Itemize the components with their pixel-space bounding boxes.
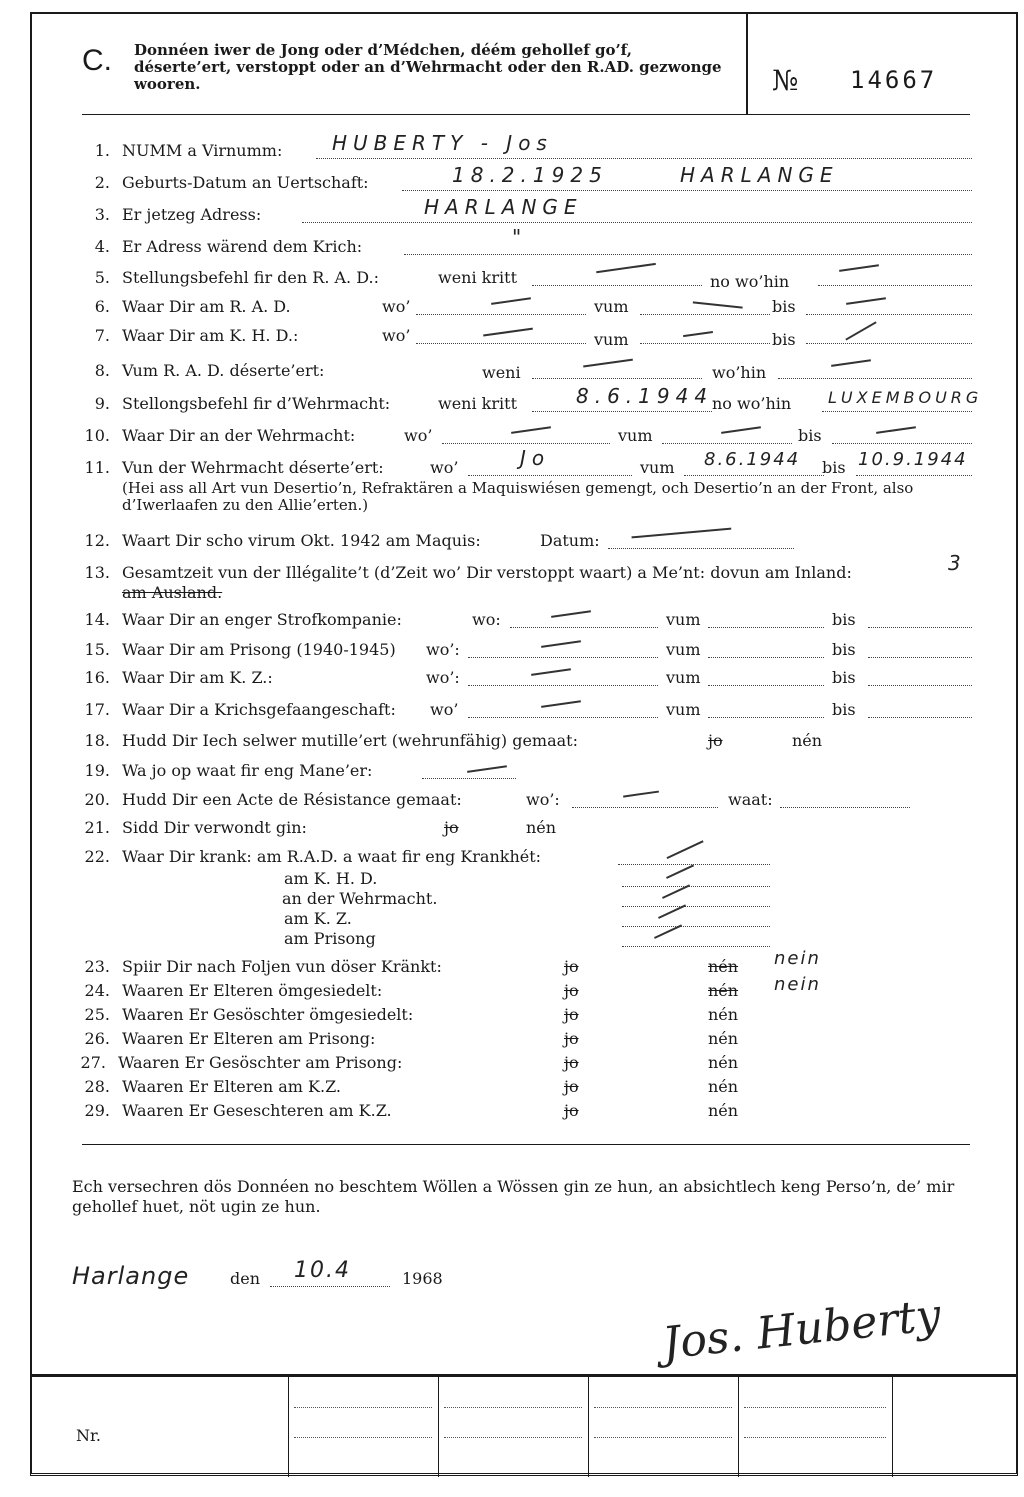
illegality-inland-value: 3 — [948, 551, 967, 575]
row-label: Hudd Dir een Acte de Résistance gemaat: — [122, 790, 462, 809]
answer-no-struck: nén — [708, 981, 739, 1000]
row-label: Stellongsbefehl fir d’Wehrmacht: — [122, 394, 391, 413]
row-label: Waar Dir an enger Strofkompanie: — [122, 610, 402, 629]
row-number: 3. — [94, 205, 110, 224]
row-number: 9. — [94, 394, 110, 413]
fill-line — [302, 222, 972, 223]
birth-date-value: 18.2.1925 — [452, 163, 608, 187]
row-number: 4. — [94, 237, 110, 256]
name-value: HUBERTY - Jos — [332, 131, 553, 155]
birth-place-value: HARLANGE — [680, 163, 839, 187]
row-number: 8. — [94, 361, 110, 380]
blank-dash — [876, 426, 918, 447]
declaration-text: Ech versechren dös Donnéen no beschtem Wöllen a Wössen gin ze hun, an absichtlech keng Perso’n, de’ mir gehollef huet, nöt ugin ze hun. — [72, 1177, 955, 1216]
row-label: Waaren Er Gesöschter ömgesiedelt: — [122, 1005, 414, 1024]
row-label: Waaren Er Geseschteren am K.Z. — [122, 1101, 392, 1120]
handwritten-answer: nein — [774, 948, 821, 969]
year-label: 1968 — [402, 1269, 443, 1288]
row-label: Spiir Dir nach Foljen vun döser Kränkt: — [122, 957, 442, 976]
answer-no: nén — [708, 1029, 739, 1048]
row-label: Gesamtzeit vun der Illégalite’t (d’Zeit wo’ Dir verstoppt waart) a Me’nt: dovun am Inland: — [122, 563, 852, 582]
row-label: Vun der Wehrmacht déserte’ert: — [122, 458, 384, 477]
blank-dash — [491, 297, 533, 318]
header-divider — [746, 14, 748, 114]
row-number: 23. — [84, 957, 110, 976]
blank-dash — [483, 328, 535, 351]
row-number: 15. — [84, 640, 110, 659]
blank-dash — [654, 924, 688, 951]
answer-no: nén — [708, 1077, 739, 1096]
place-value: Harlange — [72, 1262, 190, 1290]
date-value: 10.4 — [294, 1258, 351, 1283]
row-label: NUMM a Virnumm: — [122, 141, 283, 160]
row-number: 20. — [84, 790, 110, 809]
row-label: Waaren Er Gesöschter am Prisong: — [118, 1053, 403, 1072]
signature: Jos. Huberty — [660, 1289, 944, 1370]
row-number: 5. — [94, 268, 110, 287]
blank-dash — [623, 791, 661, 812]
nr-label: Nr. — [76, 1426, 101, 1445]
row-number: 16. — [84, 668, 110, 687]
row-label: Waart Dir scho virum Okt. 1942 am Maquis: — [122, 531, 481, 550]
row-number: 18. — [84, 731, 110, 750]
handwritten-answer: nein — [774, 974, 821, 995]
row-number: 11. — [84, 458, 110, 477]
row-label: Geburts-Datum an Uertschaft: — [122, 173, 369, 192]
answer-yes-struck: jo — [564, 957, 579, 976]
blank-dash — [541, 700, 583, 721]
answer-no: nén — [708, 1053, 739, 1072]
desertion-from-value: 8.6.1944 — [704, 449, 801, 470]
blank-dash — [839, 264, 881, 285]
blank-dash — [541, 640, 583, 661]
row-number: 27. — [80, 1053, 106, 1072]
row-number: 7. — [94, 326, 110, 345]
blank-dash — [467, 765, 509, 786]
row-number: 6. — [94, 297, 110, 316]
answer-yes-struck: jo — [564, 1101, 579, 1120]
row-number: 2. — [94, 173, 110, 192]
row-number: 19. — [84, 761, 110, 780]
section-letter: C. — [82, 44, 112, 77]
answer-no: nén — [708, 1101, 739, 1120]
blank-dash — [511, 426, 553, 447]
row-label: Waar Dir am K. H. D.: — [122, 326, 299, 345]
blank-dash — [551, 610, 593, 631]
desertion-until-value: 10.9.1944 — [858, 449, 968, 470]
blank-dash — [683, 331, 715, 351]
row-label: Sidd Dir verwondt gin: — [122, 818, 307, 837]
answer-yes-struck: jo — [444, 818, 459, 837]
row-label: Er Adress wärend dem Krich: — [122, 237, 363, 256]
row-number: 17. — [84, 700, 110, 719]
blank-dash — [596, 263, 658, 287]
section-rule — [82, 1144, 970, 1145]
blank-dash — [531, 668, 573, 689]
blank-dash — [721, 426, 763, 447]
war-address-value: " — [512, 225, 528, 249]
fill-line — [402, 190, 972, 191]
row-label: Vum R. A. D. déserte’ert: — [122, 361, 325, 380]
row-label: Wa jo op waat fir eng Mane’er: — [122, 761, 373, 780]
desertion-where-value: Jo — [520, 446, 551, 470]
row-number: 10. — [84, 426, 110, 445]
blank-dash — [691, 301, 742, 322]
answer-yes-struck: jo — [564, 981, 579, 1000]
row-label: Hudd Dir Iech selwer mutille’ert (wehrunfähig) gemaat: — [122, 731, 578, 750]
fill-line — [404, 254, 972, 255]
row-label: Waar Dir krank: am R.A.D. a waat fir eng Krankhét: — [122, 847, 542, 866]
struck-text: am Ausland. — [122, 583, 223, 602]
row-label: Waaren Er Elteren am K.Z. — [122, 1077, 342, 1096]
answer-no: nén — [708, 1005, 739, 1024]
date-line — [270, 1286, 390, 1287]
row-label: Waar Dir am Prisong (1940-1945) — [122, 640, 396, 659]
answer-yes-struck: jo — [564, 1077, 579, 1096]
row-11-note: (Hei ass all Art vun Desertio’n, Refraktären a Maquiswiésen gemengt, och Desertio’n an der Front, also d’Iwerlaafen zu den Allie’erten.) — [122, 479, 914, 514]
row-number: 21. — [84, 818, 110, 837]
row-number: 22. — [84, 847, 110, 866]
current-address-value: HARLANGE — [424, 195, 583, 219]
row-label: Waar Dir an der Wehrmacht: — [122, 426, 356, 445]
header-rule — [82, 114, 970, 115]
form-number: 14667 — [850, 66, 938, 94]
answer-yes-struck: jo — [564, 1005, 579, 1024]
form-page: C. Donnéen iwer de Jong oder d’Médchen, déém gehollef go’f, déserte’ert, verstoppt oder an d’Wehrmacht oder den R.AD. gezwonge wooren. № 14667 1. NUMM a Virnumm: HUBERTY - Jos 2. Geburts-Datum an Uertschaft: 18.2.1925 HARLANGE 3. Er jetzeg Adress: HARLANGE 4. Er Adress wärend dem Krich: " 5. Stellungsbefehl fir den R. A. D.: weni kritt no wo’hin 6. Waar Dir am R. A. D. wo’ vum bis 7. Waar Dir am K. H. D.: wo’ vum bis 8. Vum R. A. D. déserte’ert: weni wo’hin 9. Stellongsbefehl fir d’Wehrmacht: weni kritt 8.6.1944 no wo’hin LUXEMBOURG 10. Waar Dir an der Wehrmacht: wo’ vum bis 11. Vun der Wehrmacht déserte’ert: wo’ Jo vum 8.6.1944 bis 10.9.1944 (Hei ass all Art vun Desertio’n, Refraktären a Maquiswiésen gemengt, och Desertio’n an der Front, also d’Iwerlaafen zu den Allie’erten.) 12. Waart Dir scho virum Okt. 1942 am Maquis: Datum: 13. Gesamtzeit vun der Illégalite’t (d’Zeit wo’ Dir verstoppt waart) a Me’nt: dovun am Inland: 3 am Ausland. 14. Waar Dir an enger Strofkompanie: wo: vum bis 15. Waar Dir am Prisong (1940-1945) wo’: vum bis 16. Waar Dir am K. Z.: wo’: vum bis 17. Waar Dir a Krichsgefaangeschaft: wo’ vum bis 18. Hudd Dir Iech selwer mutille’ert (wehrunfähig) gemaat: jo nén 19. Wa jo op waat fir eng Mane’er: 20. Hudd Dir een Acte de Résistance gemaat: wo’: waat: 21. Sidd Dir verwondt gin: jo nén 22. Waar Dir krank: am R.A.D. a waat fir eng Krankhét: am K. H. D. an der Wehrmacht. am K. Z. am Prisong 23. Spiir Dir nach Foljen vun döser Kränkt: jo nén nein 24. Waaren Er Elteren ömgesiedelt: jo nén nein 25. Waaren Er Gesöschter ömgesiedelt: jo nén 26. Waaren Er Elteren am Prisong: jo nén 27. Waaren Er Gesöschter am Prisong: jo nén 28. Waaren Er Elteren am K.Z. jo nén 29. Waaren Er Geseschteren am K.Z. jo nén Ech versechren dös Donnéen no beschtem Wöllen a Wössen gin ze hun, an absichtlech keng Perso’n, de’ mir gehollef huet, nöt ugin ze hun. Harlange den 10.4 1968 Jos. Huberty Nr. — [30, 12, 1018, 1476]
answer-no: nén — [526, 818, 557, 837]
header-text: Donnéen iwer de Jong oder d’Médchen, déém gehollef go’f, déserte’ert, verstoppt oder an d’Wehrmacht oder den R.AD. gezwonge wooren. — [134, 41, 722, 93]
row-label: Waaren Er Elteren am Prisong: — [122, 1029, 376, 1048]
answer-yes-struck: jo — [708, 731, 723, 750]
row-number: 25. — [84, 1005, 110, 1024]
wehrmacht-order-place: LUXEMBOURG — [828, 388, 983, 407]
blank-dash — [846, 297, 888, 318]
answer-no: nén — [792, 731, 823, 750]
answer-yes-struck: jo — [564, 1053, 579, 1072]
row-number: 14. — [84, 610, 110, 629]
row-label: Waar Dir a Krichsgefaangeschaft: — [122, 700, 396, 719]
row-number: 29. — [84, 1101, 110, 1120]
row-label: Stellungsbefehl fir den R. A. D.: — [122, 268, 379, 287]
row-label: Waaren Er Elteren ömgesiedelt: — [122, 981, 383, 1000]
fill-line — [316, 158, 972, 159]
answer-no-struck: nén — [708, 957, 739, 976]
row-number: 12. — [84, 531, 110, 550]
den-label: den — [230, 1269, 261, 1288]
row-number: 28. — [84, 1077, 110, 1096]
row-number: 1. — [94, 141, 110, 160]
number-sign: № — [772, 64, 799, 97]
office-table — [32, 1374, 1016, 1477]
row-number: 26. — [84, 1029, 110, 1048]
row-label: Waar Dir am R. A. D. — [122, 297, 291, 316]
answer-yes-struck: jo — [564, 1029, 579, 1048]
row-label: Waar Dir am K. Z.: — [122, 668, 273, 687]
blank-dash — [845, 321, 883, 352]
row-label: Er jetzeg Adress: — [122, 205, 262, 224]
row-number: 13. — [84, 563, 110, 582]
wehrmacht-order-date: 8.6.1944 — [576, 384, 714, 408]
row-number: 24. — [84, 981, 110, 1000]
